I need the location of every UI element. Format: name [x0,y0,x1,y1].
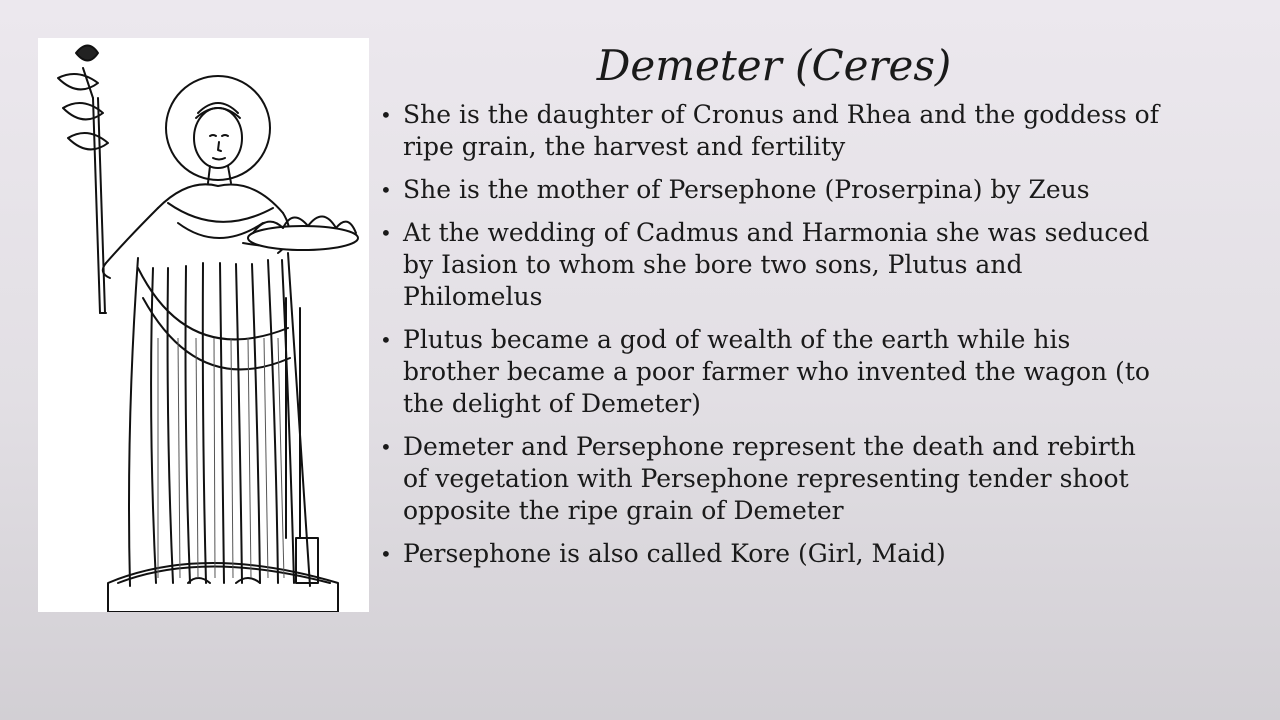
bullet-item: • Plutus became a god of wealth of the earth while his brother became a poor farmer who invented the wagon (to the delight of Demeter) [380,324,1162,420]
bullet-item: • She is the daughter of Cronus and Rhea and the goddess of ripe grain, the harvest and fertility [380,99,1162,163]
slide-title: Demeter (Ceres) [596,41,952,90]
bullet-item: • She is the mother of Persephone (Proserpina) by Zeus [380,174,1162,206]
bullet-item: • Demeter and Persephone represent the death and rebirth of vegetation with Persephone representing tender shoot opposite the ripe grain of Demeter [380,431,1162,527]
bullet-list [380,99,1162,581]
bullet-item: • Persephone is also called Kore (Girl, Maid) [380,538,1162,570]
demeter-engraving-image [38,38,369,612]
demeter-illustration [38,38,369,612]
bullet-item: • At the wedding of Cadmus and Harmonia she was seduced by Iasion to whom she bore two sons, Plutus and Philomelus [380,217,1162,313]
